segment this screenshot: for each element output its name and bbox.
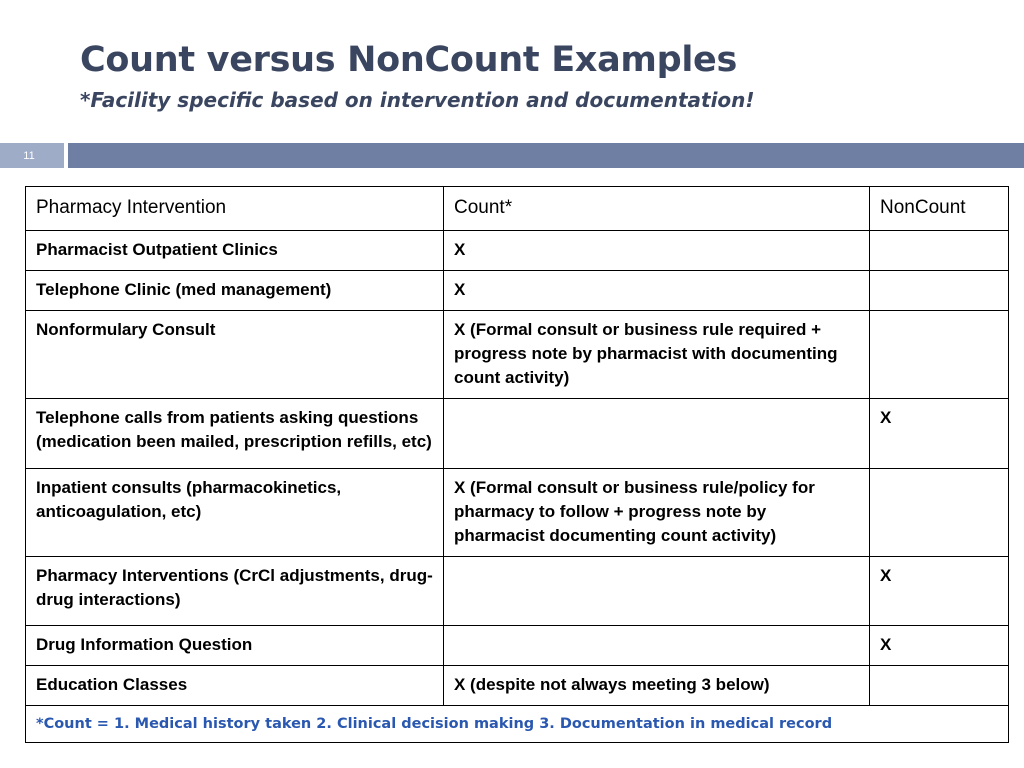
table-row [26, 271, 1009, 311]
cell-noncount: X [870, 626, 1009, 666]
count-criteria-footnote: *Count = 1. Medical history taken 2. Clinical decision making 3. Documentation in medical record [26, 706, 1009, 743]
cell-noncount [870, 231, 1009, 271]
count-noncount-table [25, 186, 1009, 743]
header-pharmacy-intervention: Pharmacy Intervention [26, 187, 444, 231]
header-noncount: NonCount [870, 187, 1009, 231]
cell-intervention: Pharmacist Outpatient Clinics [26, 231, 444, 271]
cell-intervention: Drug Information Question [26, 626, 444, 666]
cell-count [444, 557, 870, 626]
cell-count [444, 399, 870, 469]
cell-noncount [870, 271, 1009, 311]
cell-intervention: Education Classes [26, 666, 444, 706]
cell-intervention: Inpatient consults (pharmacokinetics, anticoagulation, etc) [26, 469, 444, 557]
slide-number: 11 [23, 150, 35, 162]
cell-intervention: Pharmacy Interventions (CrCl adjustments, drug-drug interactions) [26, 557, 444, 626]
cell-count: X [444, 271, 870, 311]
table-row [26, 399, 1009, 469]
table-footnote-row [26, 706, 1009, 743]
cell-count: X [444, 231, 870, 271]
accent-bar-right [68, 143, 1024, 168]
cell-noncount [870, 666, 1009, 706]
cell-count: X (Formal consult or business rule required + progress note by pharmacist with documenting count activity) [444, 311, 870, 399]
cell-count: X (despite not always meeting 3 below) [444, 666, 870, 706]
cell-intervention: Telephone Clinic (med management) [26, 271, 444, 311]
table-row [26, 311, 1009, 399]
table-header-row [26, 187, 1009, 231]
cell-intervention: Telephone calls from patients asking questions (medication been mailed, prescription refills, etc) [26, 399, 444, 469]
table-row [26, 231, 1009, 271]
cell-noncount [870, 311, 1009, 399]
header-count: Count* [444, 187, 870, 231]
table-row [26, 626, 1009, 666]
cell-noncount [870, 469, 1009, 557]
cell-noncount: X [870, 557, 1009, 626]
cell-intervention: Nonformulary Consult [26, 311, 444, 399]
table-row [26, 666, 1009, 706]
table-row [26, 469, 1009, 557]
cell-count: X (Formal consult or business rule/policy for pharmacy to follow + progress note by pharmacist documenting count activity) [444, 469, 870, 557]
table-row [26, 557, 1009, 626]
slide-subtitle: *Facility specific based on intervention and documentation! [80, 88, 755, 112]
cell-count [444, 626, 870, 666]
slide-title: Count versus NonCount Examples [80, 40, 737, 80]
cell-noncount: X [870, 399, 1009, 469]
